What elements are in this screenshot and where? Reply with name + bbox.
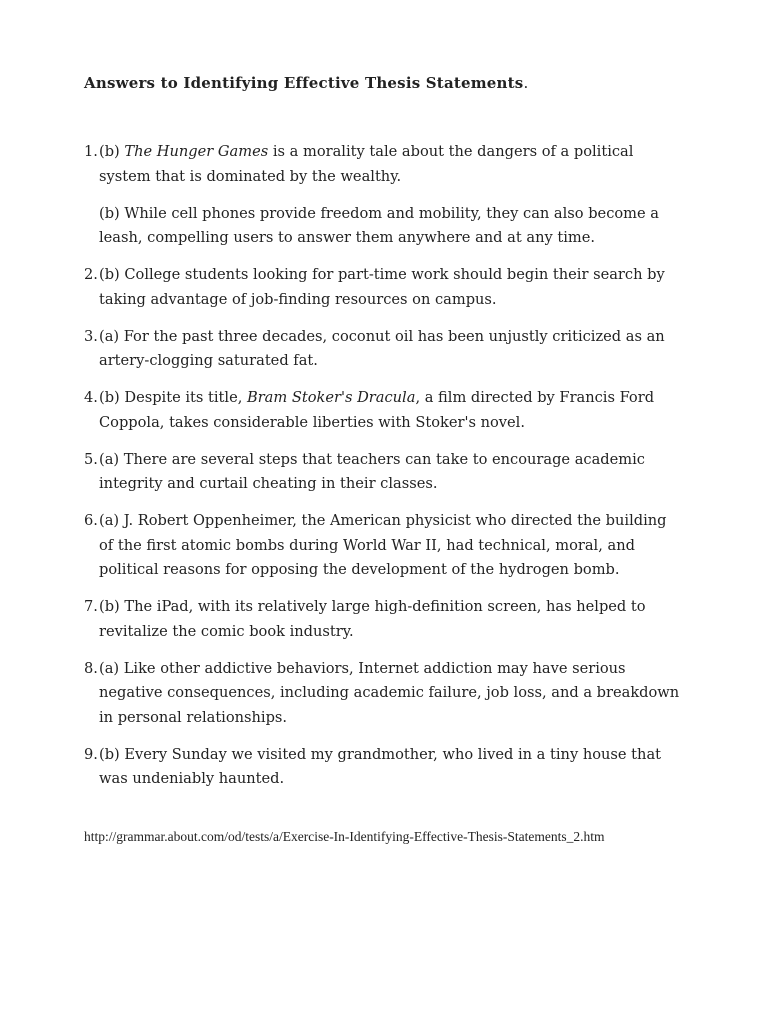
text-run: (a) J. Robert Oppenheimer, the American physicist who directed the building of the first atomic bombs during World War II, had technical, moral, and political reasons for opposing the development of the hydrogen bomb.: [99, 512, 667, 578]
answer-list: [84, 140, 684, 804]
answer-number: 5.: [84, 450, 98, 468]
text-run: (a) Like other addictive behaviors, Internet addiction may have serious negative consequences, including academic failure, job loss, and a breakdown in personal relationships.: [99, 659, 680, 726]
title-italic: The Hunger Games: [124, 143, 269, 160]
answer-text: [99, 595, 684, 644]
answer-item: [84, 657, 684, 731]
text-run: , a film directed by Francis Ford Coppola, takes considerable liberties with Stoker's novel.: [99, 389, 655, 431]
answer-item: [84, 509, 684, 583]
answer-text: [99, 202, 684, 251]
answer-item: [84, 743, 684, 792]
answer-number: 4.: [84, 389, 98, 406]
text-run: is a morality tale about the dangers of a political system that is dominated by the wealthy.: [99, 143, 634, 185]
text-run: (b) Despite its title,: [99, 389, 247, 406]
answer-item: [84, 263, 684, 312]
text-run: (b): [99, 143, 125, 160]
answer-number: 1.: [84, 143, 98, 160]
title-italic: Bram Stoker's Dracula: [246, 389, 416, 406]
answer-text: [99, 448, 684, 497]
answer-text: [99, 657, 684, 731]
answer-text: [99, 743, 684, 792]
text-run: (a) For the past three decades, coconut oil has been unjustly criticized as an artery-clogging saturated fat.: [99, 327, 665, 369]
answer-item: [84, 448, 684, 497]
answer-item: [84, 325, 684, 374]
text-run: (b) The iPad, with its relatively large high-definition screen, has helped to revitalize the comic book industry.: [99, 598, 646, 640]
text-run: (b) Every Sunday we visited my grandmother, who lived in a tiny house that was undeniably haunted.: [99, 745, 662, 787]
text-run: (b) While cell phones provide freedom and mobility, they can also become a leash, compelling users to answer them anywhere and at any time.: [99, 204, 659, 246]
answer-number: 6.: [84, 512, 98, 529]
answer-number: 7.: [84, 598, 98, 615]
answer-number: 8.: [84, 659, 98, 677]
page-title-period: .: [523, 74, 529, 92]
answer-number: 9.: [84, 745, 98, 763]
answer-item: [84, 386, 684, 435]
answer-text: [99, 140, 684, 189]
answer-text: [99, 325, 684, 374]
answer-number: 3.: [84, 327, 98, 345]
answer-text: [99, 386, 684, 435]
answer-number: 2.: [84, 266, 98, 283]
page-title: [84, 74, 528, 92]
text-run: (b) College students looking for part-time work should begin their search by taking advantage of job-finding resources on campus.: [99, 266, 665, 308]
source-url: http://grammar.about.com/od/tests/a/Exercise-In-Identifying-Effective-Thesis-Statements_2.htm: [84, 829, 605, 844]
answer-item: [84, 595, 684, 644]
answer-text: [99, 509, 684, 583]
answer-text: [99, 263, 684, 312]
answer-item: [84, 140, 684, 251]
page-title-text: Answers to Identifying Effective Thesis Statements: [84, 74, 524, 92]
text-run: (a) There are several steps that teachers can take to encourage academic integrity and curtail cheating in their classes.: [99, 450, 645, 492]
